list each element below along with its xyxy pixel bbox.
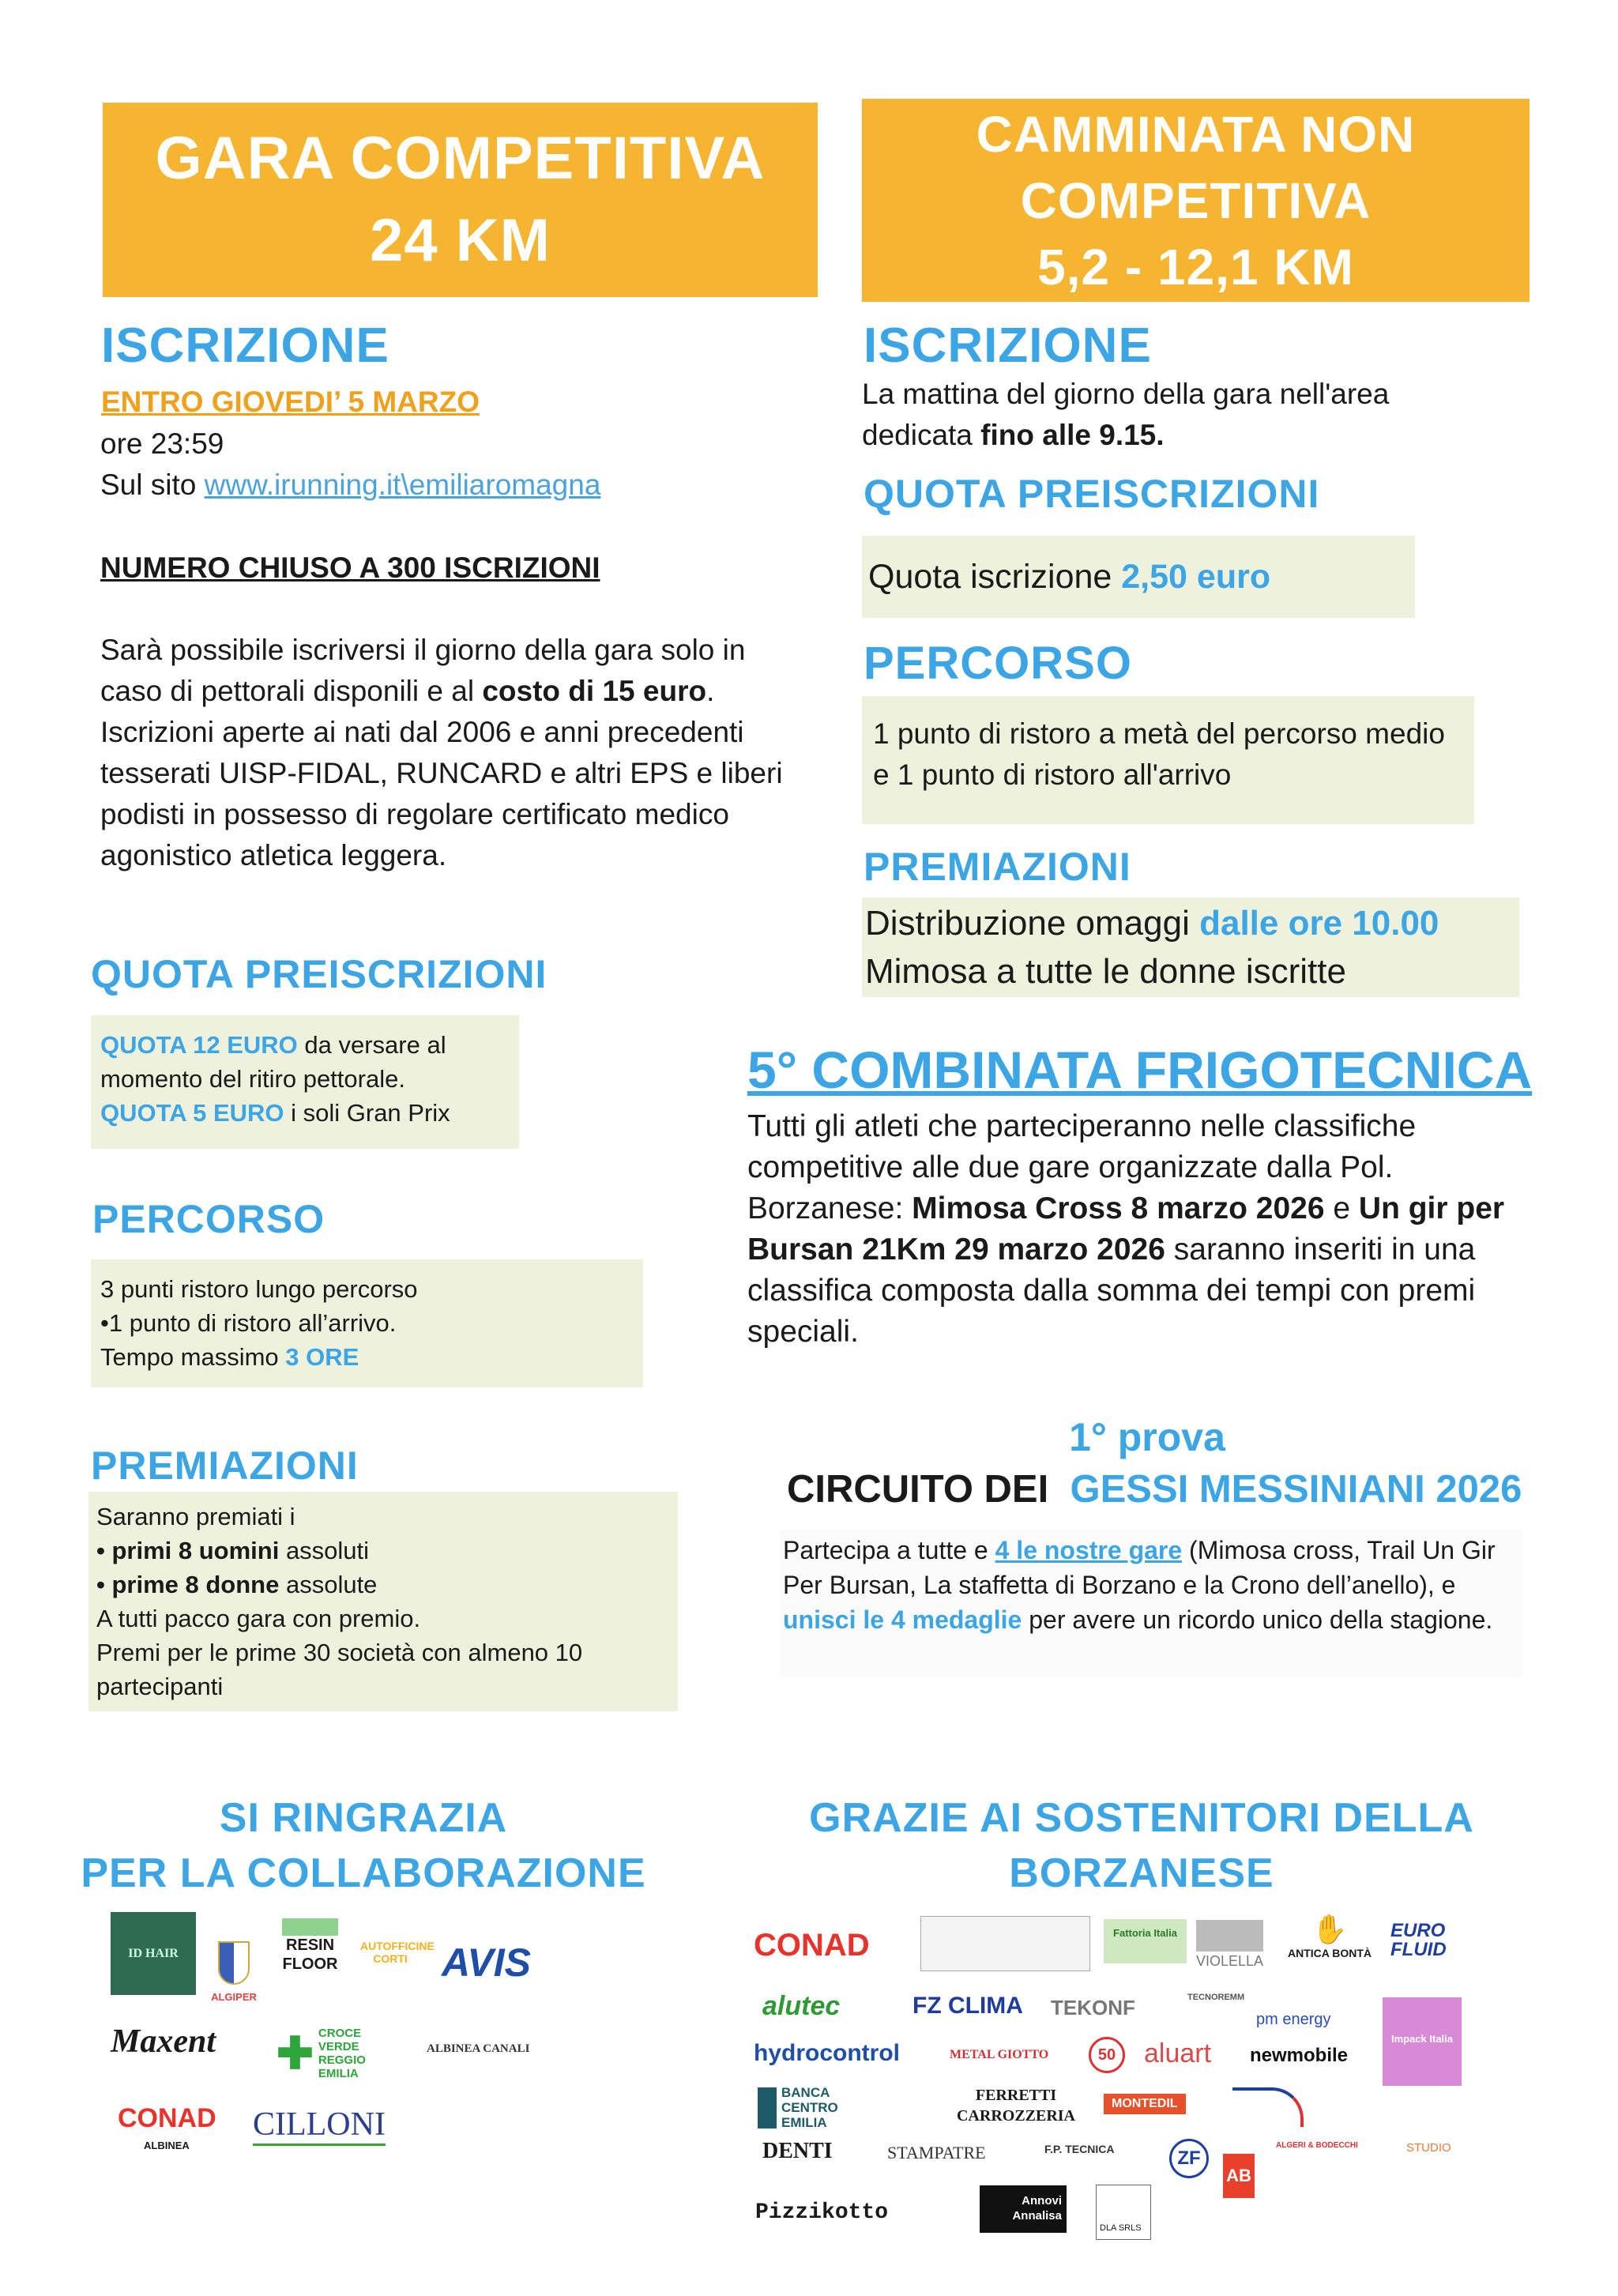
left-quota-title: QUOTA PREISCRIZIONI [91,952,547,996]
logo-studio: STUDIO [1406,2141,1451,2155]
right-percorso-title: PERCORSO [864,638,1132,689]
site-prefix: Sul sito [100,469,205,501]
races-link[interactable]: 4 le nostre gare [995,1536,1183,1564]
closed-number: NUMERO CHIUSO A 300 ISCRIZIONI [100,551,600,584]
logo-fz-clima: FZ CLIMA [912,1993,1023,2019]
quota-12: QUOTA 12 EURO [100,1031,298,1059]
quota-value: 2,50 euro [1121,558,1271,596]
cross-icon: ✚ [277,2028,314,2078]
logo-maxent: Maxent [111,2023,216,2060]
logo-violella: VIOLELLA [1196,1920,1263,1970]
logo-text: ANTICA BONTÀ [1287,1947,1372,1959]
right-iscrizione-text [862,374,1494,456]
text: La mattina del giorno della gara nell'area dedicata [862,378,1390,451]
text: GRAZIE AI SOSTENITORI DELLA [809,1795,1474,1841]
text: assoluti [279,1537,370,1564]
logo-text: ID HAIR [128,1946,179,1960]
logo-swoosh [1232,2087,1304,2127]
logo-pm-energy: pm energy [1256,2011,1331,2028]
text: A tutti pacco gara con premio. [96,1605,421,1632]
deadline-time: ore 23:59 [100,427,224,460]
quota-5: QUOTA 5 EURO [100,1099,284,1127]
site-line [100,465,600,506]
text: per avere un ricordo unico della stagione. [1022,1605,1493,1634]
text: • primi 8 uomini [96,1537,280,1564]
right-percorso-box [862,696,1474,824]
text: SI RINGRAZIA [219,1795,508,1841]
text: Premi per le prime 30 società con almeno 10 partecipanti [96,1639,583,1700]
circuito-title [787,1466,1522,1512]
text: Tutti gli atleti che parteciperanno nelle classifiche competitive alle due gare organizzate dalla Pol. Borzanese: [747,1109,1417,1225]
logo-metal-giotto: METAL GIOTTO [950,2048,1049,2061]
banner-line: 5,2 - 12,1 KM [1037,238,1354,295]
race: Un gir per Bursan 21Km 29 marzo 2026 [747,1191,1505,1267]
logo-albinea-canali: ALBINEA CANALI [427,2042,530,2055]
logo-alutec: alutec [762,1991,841,2021]
logo-tecnoremm: TECNOREMM [1187,1993,1245,2002]
logo-conad: CONAD [754,1928,870,1963]
banner-line: GARA COMPETITIVA [155,125,766,192]
crest-icon [218,1941,250,1985]
logo-hydrocontrol: hydrocontrol [754,2040,900,2066]
logo-denti: DENTI [762,2139,833,2163]
logo-avis: AVIS [442,1940,531,1985]
left-quota-box [91,1015,519,1149]
text: e [1324,1191,1359,1225]
left-premiazioni-title: PREMIAZIONI [91,1443,359,1488]
logo-pizzikotto: Pizzikotto [755,2200,889,2225]
text: BORZANESE [1009,1850,1274,1896]
logo-algiper [206,1916,262,2003]
text: Sarà possibile iscriversi il giorno della gara solo in caso di pettorali disponili e al [100,634,746,707]
logo-zf: ZF [1169,2139,1209,2178]
logo-text: BANCA CENTRO EMILIA [781,2085,838,2130]
text: • prime 8 donne [96,1571,280,1598]
combinata-text [747,1106,1530,1353]
logo-text: CROCE VERDE REGGIO EMILIA [318,2027,366,2080]
left-iscrizione-title: ISCRIZIONE [101,318,389,373]
logo-antica-bonta [1279,1912,1380,1961]
logo-ab: AB [1223,2154,1255,2198]
text: 3 punti ristoro lungo percorso [100,1275,418,1303]
deadline: ENTRO GIOVEDI’ 5 MARZO [101,386,480,418]
text: Distribuzione omaggi [865,904,1200,943]
banner-line: COMPETITIVA [1020,171,1372,229]
logo-newmobile: newmobile [1250,2045,1349,2066]
text: PER LA COLLABORAZIONE [81,1850,646,1896]
deadline: fino alle 9.15. [980,419,1165,451]
right-premiazioni-title: PREMIAZIONI [864,845,1131,889]
logo-montedil: MONTEDIL [1104,2094,1186,2114]
sponsor-logos [751,1904,1525,2252]
site-link[interactable]: www.irunning.it\emiliaromagna [204,469,601,501]
hand-icon: ✋ [1311,1913,1348,1945]
logo-ferretti: FERRETTI CARROZZERIA [956,2087,1076,2125]
text: CIRCUITO DEI [787,1468,1059,1511]
text: 1 punto di ristoro a metà del percorso medio e 1 punto di ristoro all'arrivo [873,717,1445,791]
logo-croce-verde [277,2027,405,2080]
logo-algeri-bodecchi: ALGERI & BODECCHI [1276,2141,1358,2150]
text: Saranno premiati i [96,1503,295,1530]
thanks-title [47,1790,679,1901]
circuito-box [780,1530,1522,1677]
banner-line: CAMMINATA NON [976,105,1416,163]
sponsors-title [790,1790,1493,1901]
right-premiazioni-box [862,898,1519,997]
logo-50: 50 [1089,2037,1125,2073]
logo-euro-fluid: EURO FLUID [1390,1920,1447,1960]
left-percorso-box [91,1259,643,1387]
prova-label: 1° prova [1069,1415,1225,1459]
bank-mark [758,2087,777,2129]
iscrizione-paragraph [100,630,811,876]
logo-aluart: aluart [1144,2038,1212,2068]
logo-banca-centro-emilia [758,2085,860,2130]
text: assolute [279,1571,378,1598]
logo-conad-albinea: ALBINEA [144,2140,190,2151]
text: GESSI MESSINIANI 2026 [1070,1468,1522,1511]
logo-corti: AUTOFFICINE CORTI [360,1940,435,1965]
logo-id-hair [111,1912,196,1995]
logo-stampatre: STAMPATRE [887,2143,986,2162]
text: •1 punto di ristoro all’arrivo. [100,1309,397,1337]
text: da versare al momento del ritiro pettorale. [100,1031,446,1093]
logo-annovi: Annovi Annalisa [980,2185,1067,2233]
logo-fattoria-italia: Fattoria Italia [1104,1919,1187,1963]
banner-camminata [862,99,1530,302]
right-quota-title: QUOTA PREISCRIZIONI [864,472,1320,516]
text: i soli Gran Prix [284,1099,450,1127]
banner-line: 24 KM [370,207,551,274]
text: Quota iscrizione [868,558,1122,596]
logo-dla-srls: DLA SRLS [1096,2185,1151,2240]
right-quota-box [862,536,1415,618]
text: . [706,675,715,707]
race: Mimosa Cross 8 marzo 2026 [912,1191,1325,1225]
text: saranno inseriti in una classifica composta dalla somma dei tempi con premi speciali. [747,1233,1476,1349]
max-time: 3 ORE [285,1343,359,1371]
left-percorso-title: PERCORSO [92,1197,325,1241]
logo-text: ALGIPER [211,1991,257,2003]
logo-conad: CONAD [118,2103,216,2133]
logo-fp-tecnica: F.P. TECNICA [1044,2143,1115,2155]
combinata-title: 5° COMBINATA FRIGOTECNICA [747,1041,1533,1099]
logo-tekonf: TEKONF [1051,1996,1135,2019]
logo-impack-italia: Impack Italia [1383,1997,1462,2086]
logo-cilloni: CILLONI [253,2106,386,2146]
right-iscrizione-title: ISCRIZIONE [864,318,1152,373]
logo-ricambi [920,1916,1090,1971]
collaborator-logos [95,1896,600,2196]
text: Iscrizioni aperte ai nati dal 2006 e anni precedenti tesserati UISP-FIDAL, RUNCARD e altri EPS e liberi podisti in possesso di regolare certificato medico agonistico atletica leggera. [100,716,783,871]
text: Mimosa a tutte le donne iscritte [865,952,1346,991]
banner-gara-competitiva [103,103,818,297]
time: dalle ore 10.00 [1199,904,1439,943]
logo-resin-floor: RESIN FLOOR [282,1918,338,1974]
cost: costo di 15 euro [482,675,707,707]
text: Partecipa a tutte e [783,1536,995,1564]
text: Tempo massimo [100,1343,286,1371]
medals: unisci le 4 medaglie [783,1605,1022,1634]
text: (Mimosa cross, Trail Un Gir Per Bursan, La staffetta di Borzano e la Crono dell’anello), e [783,1536,1496,1599]
left-premiazioni-box [88,1492,678,1711]
